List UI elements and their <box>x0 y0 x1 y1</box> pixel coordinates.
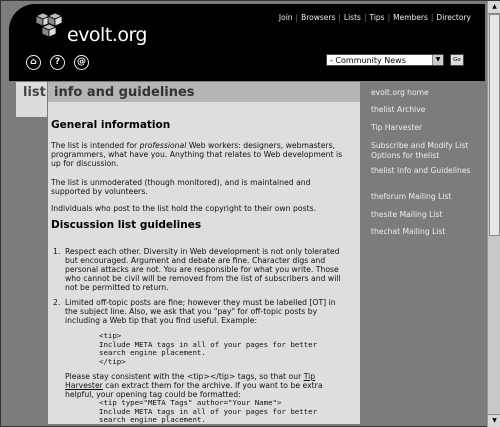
page-title: info and guidelines <box>54 85 195 100</box>
intro-text-rest: Web workers: designers, webmasters, programmers, what have you. Anything that relates to Web development is up for discussion. <box>51 141 343 168</box>
intro-paragraph <box>51 141 351 168</box>
nav-separator: | <box>338 13 341 22</box>
sidebar-item-tip-harvester[interactable]: Tip Harvester <box>371 123 423 132</box>
scrollbar-thumb[interactable] <box>489 14 500 236</box>
sidebar-item-info[interactable]: thelist Info and Guidelines <box>371 166 471 175</box>
logo-cubes-icon <box>31 11 67 43</box>
nav-lists[interactable]: Lists <box>343 13 361 22</box>
tip-harvester-link[interactable]: Tip Harvester <box>65 372 316 390</box>
list-item-text: Respect each other. Diversity in Web development is not only tolerated but encouraged. Argument and debate are fine. Character digs and personal attacks are not. You are responsible for what you write. Those who cannot be civil will be removed from the list of subscribers and will not be permitted to return. <box>65 247 341 292</box>
section-select[interactable] <box>326 54 444 66</box>
intro-text: The list is intended for <box>51 141 140 150</box>
copyright-paragraph: Individuals who post to the list hold the copyright to their own posts. <box>51 204 317 213</box>
nav-separator: | <box>295 13 299 22</box>
sidebar-item-home[interactable]: evolt.org home <box>371 88 429 97</box>
tip-format-text-rest: can extract them for the archive. If you want to be extra helpful, your opening tag could be formatted: <box>65 381 323 399</box>
list-item <box>53 298 347 325</box>
nav-directory[interactable]: Directory <box>436 13 471 22</box>
list-item-number: 2. <box>53 298 61 307</box>
sidebar-item-theforum[interactable]: theforum Mailing List <box>371 192 452 201</box>
nav-separator: | <box>363 13 367 22</box>
list-item-number: 1. <box>53 247 61 256</box>
sidebar-item-thesite[interactable]: thesite Mailing List <box>371 210 443 219</box>
top-nav <box>279 13 471 22</box>
nav-members[interactable]: Members <box>393 13 428 22</box>
nav-separator: | <box>387 13 391 22</box>
intro-emphasis: professional <box>139 141 187 150</box>
list-item-text: Limited off-topic posts are fine; however they must be labelled [OT] in the subject line. Also, we ask that you "pay" for off-topic posts by including a Web tip that you find useful. Example: <box>65 298 336 325</box>
page-title-bar <box>48 82 360 102</box>
general-heading: General information <box>51 119 171 131</box>
home-icon[interactable]: ⌂ <box>26 55 41 70</box>
section-tab <box>16 82 47 117</box>
sidebar-item-thechat[interactable]: thechat Mailing List <box>371 227 446 236</box>
vertical-scrollbar[interactable] <box>487 1 500 427</box>
guidelines-heading: Discussion list guidelines <box>51 219 202 231</box>
nav-browsers[interactable]: Browsers <box>301 13 336 22</box>
tip-format-text: Please stay consistent with the <tip></tip> tags, so that our <box>65 372 304 381</box>
at-icon[interactable]: @ <box>74 55 89 70</box>
sidebar-item-subscribe[interactable]: Subscribe and Modify List Options for thelist <box>371 141 469 160</box>
help-icon[interactable]: ? <box>50 55 65 70</box>
section-select-value: - Community News <box>330 56 406 65</box>
logo-text[interactable]: evolt.org <box>67 24 147 46</box>
section-tab-label: list <box>23 85 46 100</box>
tip-format-paragraph <box>65 372 347 399</box>
go-button[interactable]: Go <box>450 54 464 66</box>
nav-tips[interactable]: Tips <box>369 13 385 22</box>
site-header <box>9 4 485 81</box>
nav-separator: | <box>430 13 434 22</box>
unmoderated-paragraph: The list is unmoderated (though monitored), and is maintained and supported by volunteers. <box>51 178 311 196</box>
chevron-down-icon[interactable]: ▼ <box>432 55 443 65</box>
code-example-2: <tip type="META Tags" author="Your Name"> Include META tags in all of your pages for better search engine placement. <box>99 398 318 424</box>
sidebar-item-archive[interactable]: thelist Archive <box>371 105 426 114</box>
nav-join[interactable]: Join <box>278 13 293 22</box>
sidebar <box>362 82 484 424</box>
scroll-down-icon[interactable]: ▼ <box>488 414 500 427</box>
code-example: <tip> Include META tags in all of your pages for better search engine placement. </tip> <box>99 331 318 366</box>
scroll-up-icon[interactable]: ▲ <box>488 1 500 14</box>
list-item <box>53 247 347 292</box>
main-content <box>48 102 360 424</box>
